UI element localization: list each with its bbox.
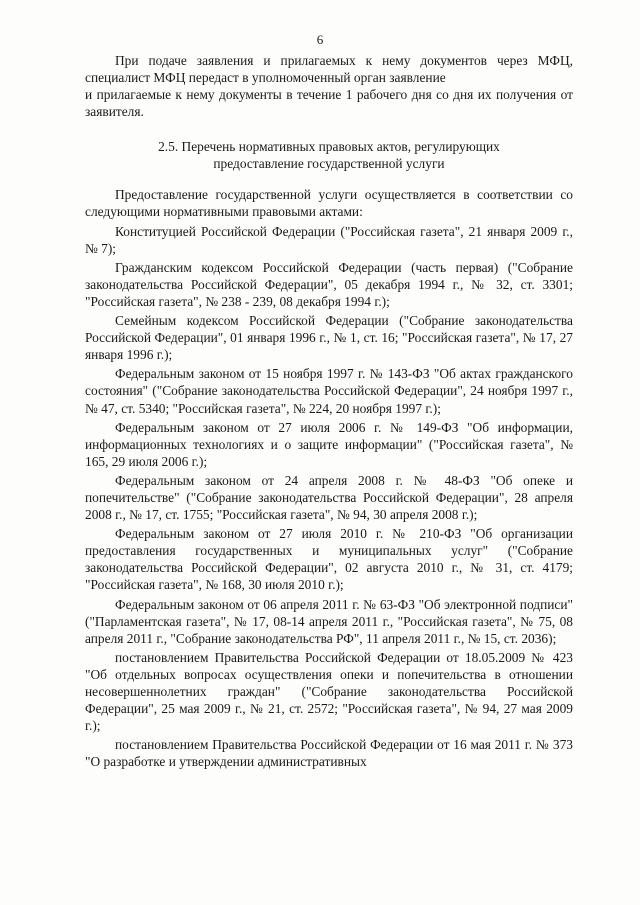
legal-act-item: постановлением Правительства Российской Федерации от 18.05.2009 № 423 "Об отдельных вопросах осуществления опеки и попечительства в отношении несовершеннолетних граждан" ("Собрание законодательства Российской Федерации", 25 мая 2009 г., № 21, ст. 2572; "Российская газета", № 94, 27 мая 2009 г.);: [85, 649, 573, 734]
legal-act-item: Федеральным законом от 27 июля 2010 г. № 210-ФЗ "Об организации предоставления государственных и муниципальных услуг" ("Собрание законодательства Российской Федерации", 02 августа 2010 г., № 31, ст. 4179; "Российская газета", № 168, 30 июля 2010 г.);: [85, 526, 573, 593]
legal-act-item: Федеральным законом от 15 ноября 1997 г. № 143-ФЗ "Об актах гражданского состояния" ("Собрание законодательства Российской Федерации", 24 ноября 1997 г., № 47, ст. 5340; "Российская газета", № 224, 20 ноября 1997 г.);: [85, 366, 573, 416]
legal-act-item: Федеральным законом от 27 июля 2006 г. № 149-ФЗ "Об информации, информационных технологиях и о защите информации" ("Российская газета", № 165, 29 июля 2006 г.);: [85, 419, 573, 469]
intro-paragraph-continued: и прилагаемые к нему документы в течение 1 рабочего дня со дня их получения от заявителя.: [85, 87, 573, 120]
legal-act-item: Конституцией Российской Федерации ("Российская газета", 21 января 2009 г., № 7);: [85, 223, 573, 256]
section-heading-line-2: предоставление государственной услуги: [213, 156, 445, 172]
section-heading-line-1: 2.5. Перечень нормативных правовых актов, регулирующих: [158, 139, 500, 155]
intro-paragraph: При подаче заявления и прилагаемых к нему документов через МФЦ, специалист МФЦ передаст в уполномоченный орган заявление: [85, 53, 573, 86]
section-heading: [85, 138, 573, 172]
legal-act-item: постановлением Правительства Российской Федерации от 16 мая 2011 г. № 373 "О разработке и утверждении административных: [85, 737, 573, 770]
section-lead: Предоставление государственной услуги осуществляется в соответствии со следующими нормативными правовыми актами:: [85, 187, 573, 220]
page-number: 6: [316, 32, 324, 47]
legal-act-item: Семейным кодексом Российской Федерации ("Собрание законодательства Российской Федерации", 01 января 1996 г., № 1, ст. 16; "Российская газета", № 17, 27 января 1996 г.);: [85, 313, 573, 363]
legal-act-item: Гражданским кодексом Российской Федерации (часть первая) ("Собрание законодательства Российской Федерации", 05 декабря 1994 г., № 32, ст. 3301; "Российская газета", № 238 - 239, 08 декабря 1994 г.);: [85, 259, 573, 309]
legal-act-item: Федеральным законом от 24 апреля 2008 г. № 48-ФЗ "Об опеке и попечительстве" ("Собрание законодательства Российской Федерации", 28 апреля 2008 г., № 17, ст. 1755; "Российская газета", № 94, 30 апреля 2008 г.);: [85, 472, 573, 523]
legal-act-item: Федеральным законом от 06 апреля 2011 г. № 63-ФЗ "Об электронной подписи" ("Парламентская газета", № 17, 08-14 апреля 2011 г., "Российская газета", № 75, 08 апреля 2011 г., "Собрание законодательства РФ", 11 апреля 2011 г., № 15, ст. 2036);: [85, 596, 573, 646]
page-content: [85, 52, 573, 770]
